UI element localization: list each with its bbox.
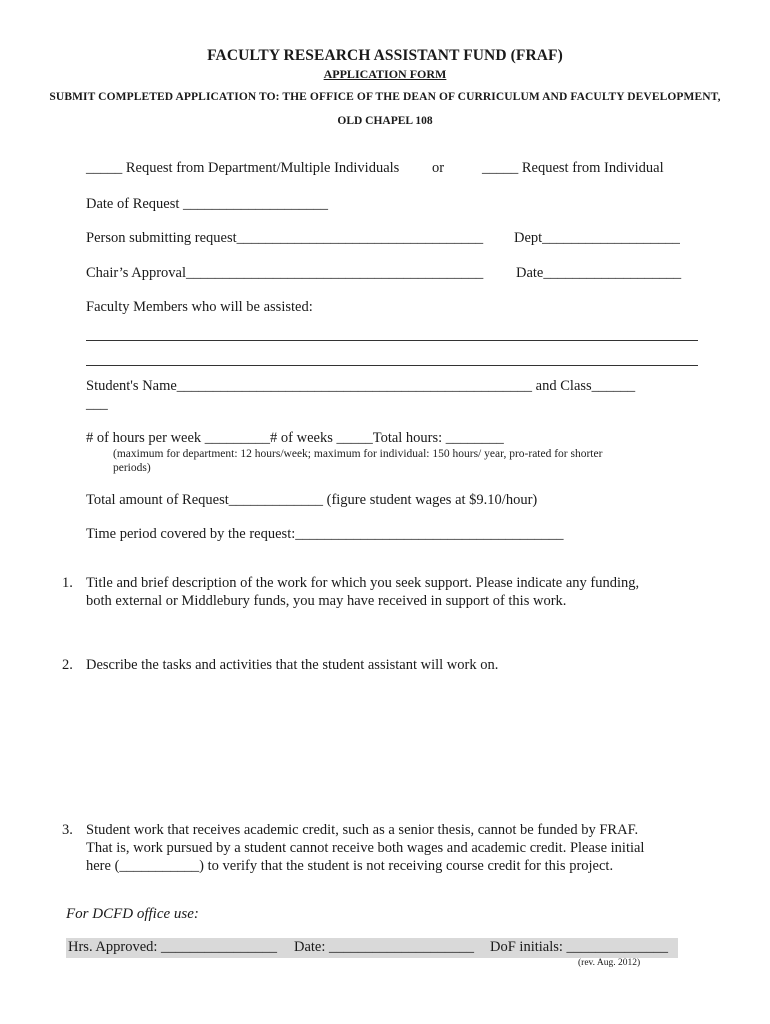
submit-to-line: SUBMIT COMPLETED APPLICATION TO: THE OFFICE OF THE DEAN OF CURRICULUM AND FACULTY DEVELOPMENT, [49, 91, 721, 103]
request-department-option[interactable]: _____ Request from Department/Multiple Individuals [86, 160, 400, 176]
question-2-line-1: Describe the tasks and activities that the student assistant will work on. [86, 657, 499, 673]
faculty-members-line-2[interactable] [86, 365, 698, 366]
hours-note-line-2: periods) [113, 462, 151, 474]
faculty-members-line-1[interactable] [86, 340, 698, 341]
office-date-field[interactable]: Date: ____________________ [294, 939, 475, 955]
question-1-line-2: both external or Middlebury funds, you may have received in support of this work. [86, 593, 567, 609]
question-1-line-1: Title and brief description of the work for which you seek support. Please indicate any funding, [86, 575, 640, 591]
date-of-request-field[interactable]: Date of Request ____________________ [86, 196, 329, 212]
dept-field[interactable]: Dept___________________ [514, 230, 680, 246]
time-period-field[interactable]: Time period covered by the request:_____________________________________ [86, 526, 564, 542]
form-title: FACULTY RESEARCH ASSISTANT FUND (FRAF) [207, 47, 563, 64]
office-use-label: For DCFD office use: [66, 906, 199, 922]
question-1-number: 1. [62, 575, 73, 591]
question-2-number: 2. [62, 657, 73, 673]
request-or-label: or [432, 160, 445, 176]
hrs-approved-field[interactable]: Hrs. Approved: ________________ [68, 939, 278, 955]
hours-field[interactable]: # of hours per week _________# of weeks _____Total hours: ________ [86, 430, 504, 446]
person-submitting-field[interactable]: Person submitting request__________________________________ [86, 230, 484, 246]
hours-note-line-1: (maximum for department: 12 hours/week; maximum for individual: 150 hours/ year, pro-rated for shorter [113, 448, 603, 460]
revision-note: (rev. Aug. 2012) [578, 958, 641, 968]
total-amount-field[interactable]: Total amount of Request_____________ (figure student wages at $9.10/hour) [86, 492, 538, 508]
students-name-field[interactable]: Student's Name_________________________________________________ and Class______ [86, 378, 636, 394]
form-subtitle: APPLICATION FORM [323, 67, 447, 81]
chair-date-field[interactable]: Date___________________ [516, 265, 682, 281]
question-3-line-3[interactable]: here (___________) to verify that the student is not receiving course credit for this project. [86, 858, 614, 874]
class-field-continuation[interactable]: ___ [86, 396, 108, 412]
dof-initials-field[interactable]: DoF initials: ______________ [490, 939, 669, 955]
chairs-approval-field[interactable]: Chair’s Approval_________________________________________ [86, 265, 484, 281]
question-3-line-1: Student work that receives academic credit, such as a senior thesis, cannot be funded by FRAF. [86, 822, 639, 838]
submit-location: OLD CHAPEL 108 [337, 115, 433, 127]
question-3-line-2: That is, work pursued by a student cannot receive both wages and academic credit. Please initial [86, 840, 645, 856]
faculty-members-label: Faculty Members who will be assisted: [86, 299, 313, 315]
question-3-number: 3. [62, 822, 73, 838]
request-individual-option[interactable]: _____ Request from Individual [482, 160, 664, 176]
